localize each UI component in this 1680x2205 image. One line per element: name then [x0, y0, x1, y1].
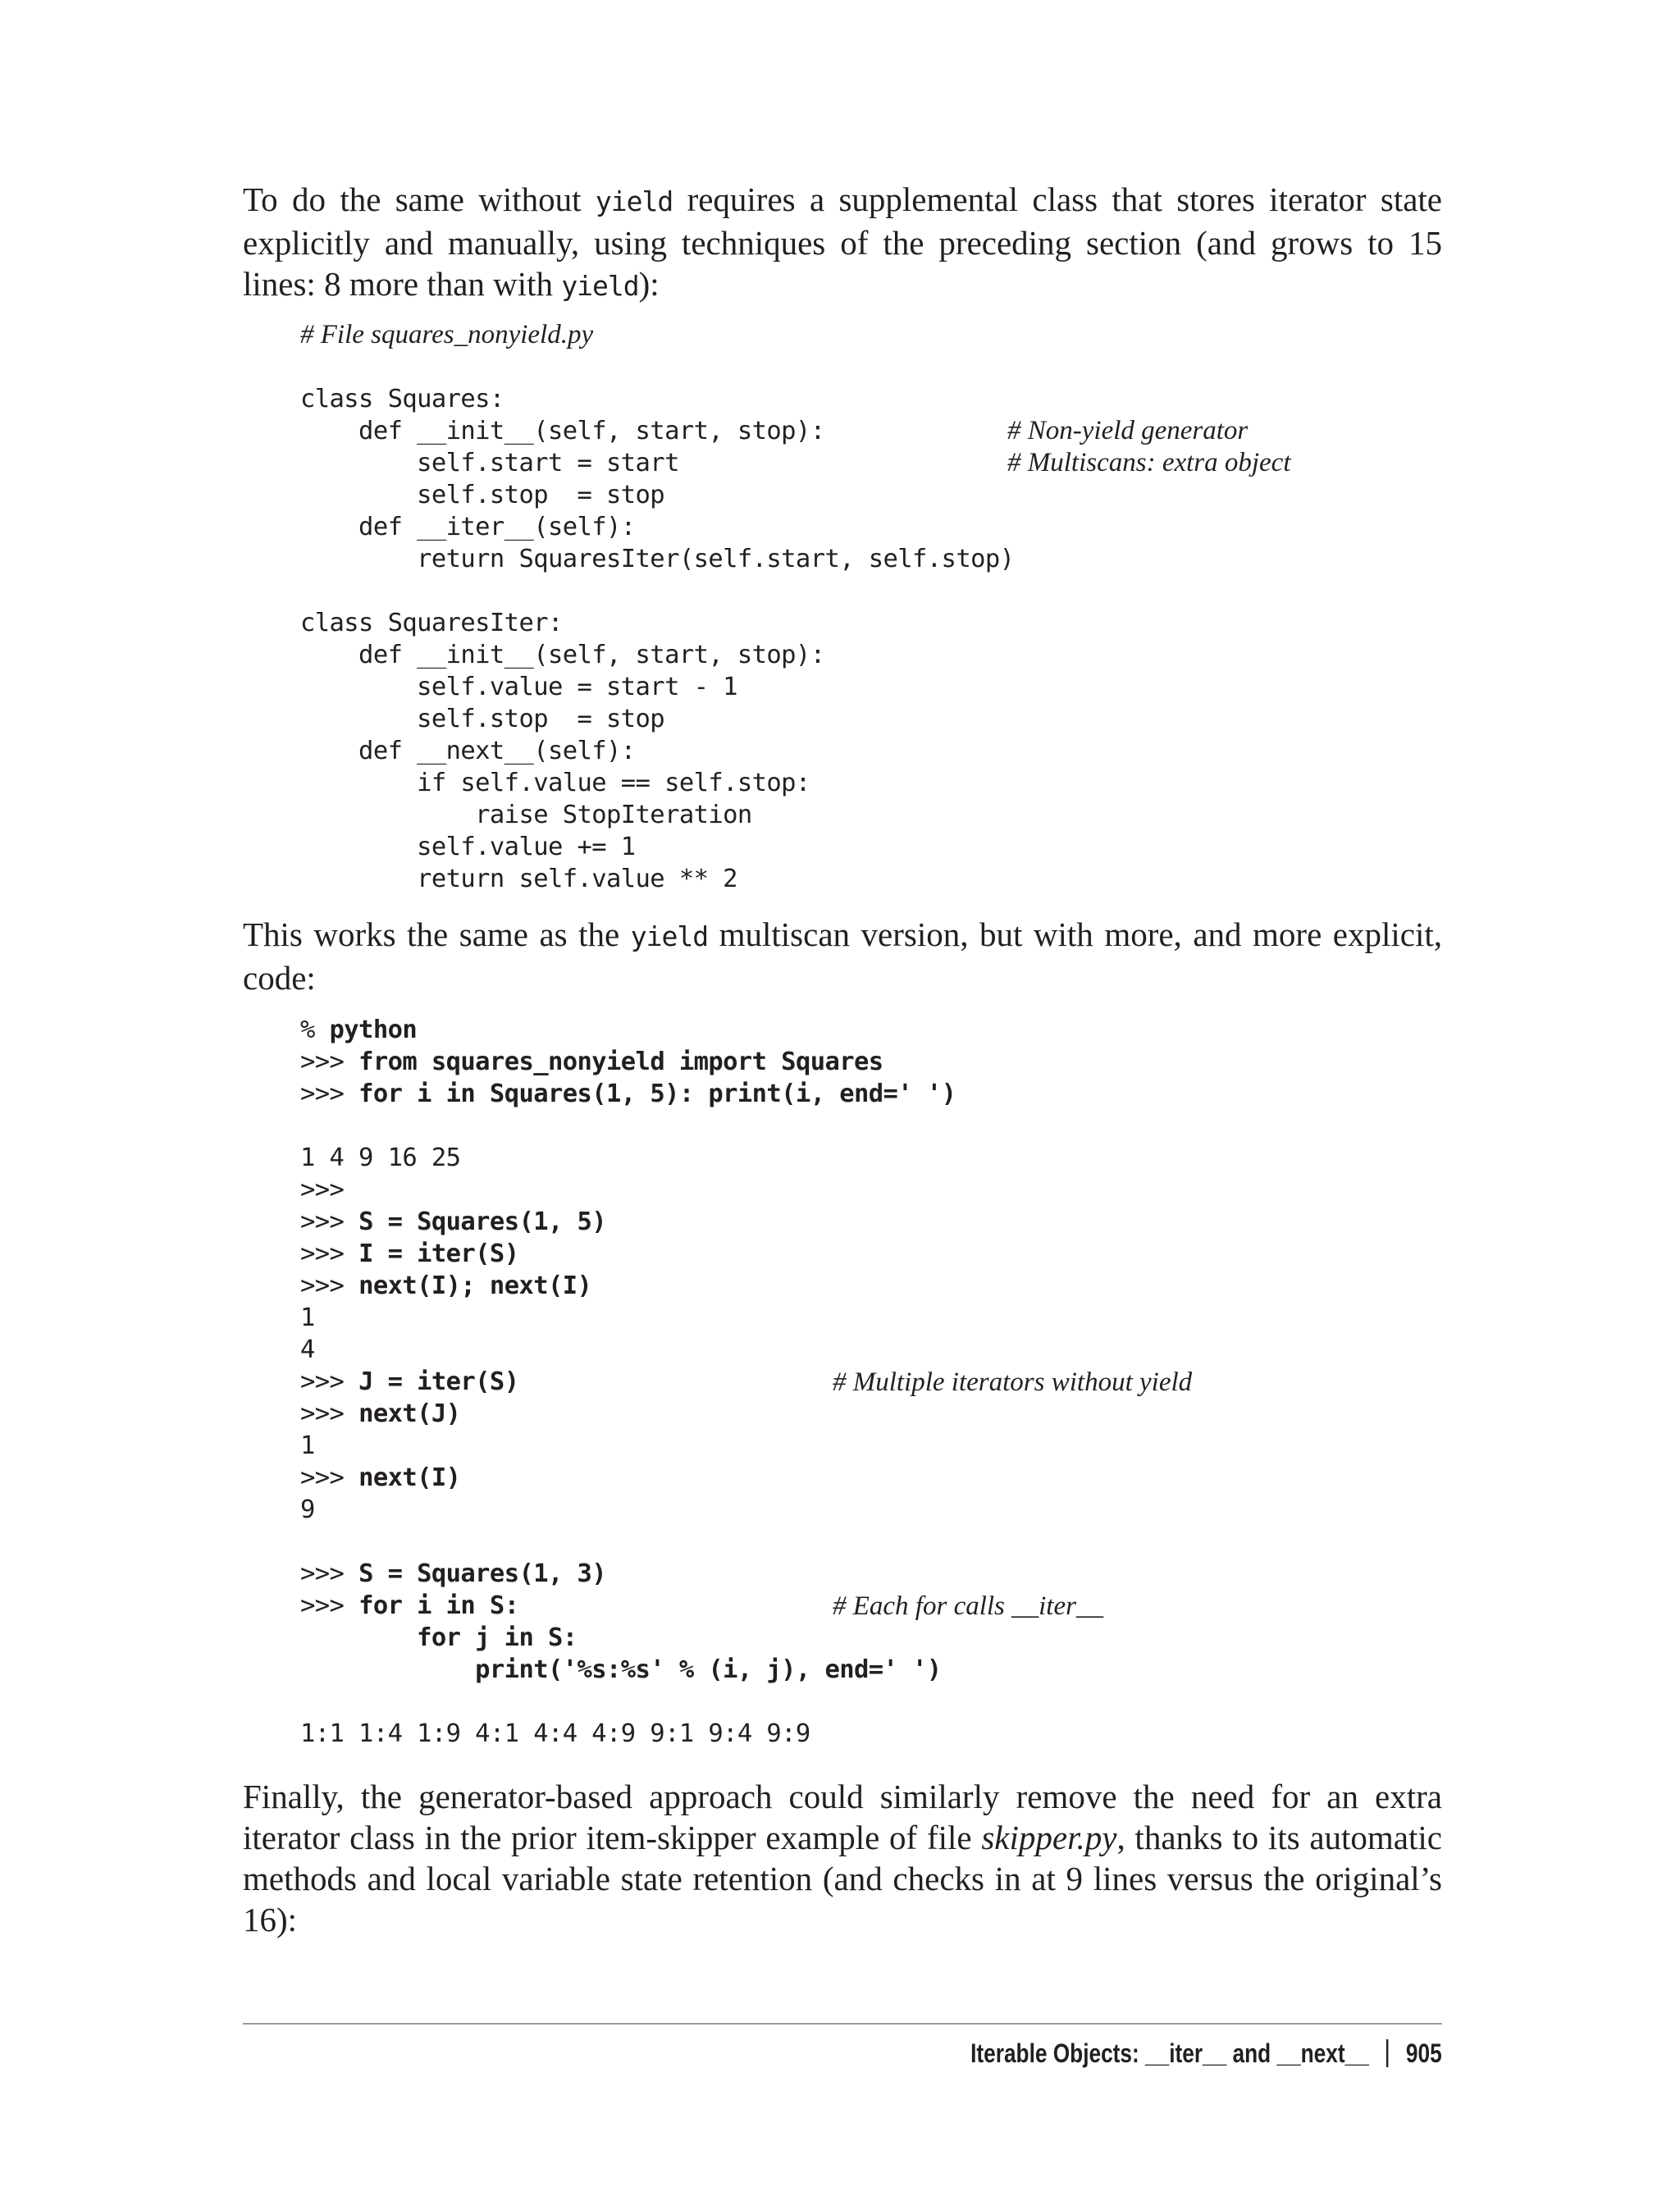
code-line: self.stop = stop [300, 705, 665, 733]
para1-text-e: ): [638, 265, 660, 303]
session-command: next(I); next(I) [358, 1271, 592, 1300]
session-command: J = iter(S) [358, 1367, 519, 1396]
para1-text-c: requires a supplemental class that stores iterator state explicitly and manually, using techniques of the preceding section (and grows to 15 lines: 8 more than with [243, 180, 1443, 303]
repl-prompt: >>> [300, 1399, 359, 1428]
code-line: def __init__(self, start, stop): [300, 641, 825, 669]
session-command: S = Squares(1, 3) [358, 1559, 607, 1588]
session-output: 1 [300, 1303, 315, 1332]
session-command: from squares_nonyield import Squares [358, 1048, 883, 1076]
code-comment-each-for: # Each for calls __iter__ [833, 1591, 1103, 1621]
inline-code-yield: yield [561, 270, 639, 302]
para3-text-a: Finally, the generator-based approach could similarly remove the need for an extra iterator class in the prior item-skipper example of file [243, 1778, 1442, 1856]
session-command: for i in S: [358, 1591, 519, 1620]
intro-paragraph [243, 179, 1442, 307]
code-comment-multiscans: # Multiscans: extra object [1007, 448, 1291, 477]
session-command: python [329, 1016, 418, 1044]
code-comment-multiple-iterators: # Multiple iterators without yield [833, 1367, 1193, 1397]
code-listing-squares-nonyield [300, 319, 1014, 895]
code-line: self.stop = stop [300, 481, 665, 509]
code-line: self.value = start - 1 [300, 673, 737, 701]
repl-prompt: >>> [300, 1367, 359, 1396]
code-line: self.value += 1 [300, 833, 636, 861]
filename-skipper: skipper.py [981, 1819, 1117, 1856]
para2-text-a: This works the same as the [243, 915, 631, 953]
code-line: if self.value == self.stop: [300, 769, 810, 797]
inline-code-yield: yield [595, 185, 673, 217]
footer-rule [243, 2023, 1442, 2025]
session-output: 9 [300, 1495, 315, 1524]
footer-separator [1386, 2039, 1388, 2067]
finally-paragraph [243, 1776, 1442, 1940]
session-command: I = iter(S) [358, 1239, 519, 1268]
code-line: return SquaresIter(self.start, self.stop) [300, 545, 1015, 573]
shell-prompt: % [300, 1016, 330, 1044]
works-same-paragraph [243, 914, 1442, 998]
session-output: 1:1 1:4 1:9 4:1 4:4 4:9 9:1 9:4 9:9 [300, 1719, 810, 1748]
code-line: class SquaresIter: [300, 609, 563, 637]
session-output: 4 [300, 1335, 315, 1364]
code-line: def __iter__(self): [300, 513, 636, 541]
repl-prompt: >>> [300, 1208, 359, 1236]
code-line: def __init__(self, start, stop): [300, 417, 825, 445]
inline-code-yield: yield [630, 920, 709, 952]
running-footer [970, 2033, 1442, 2074]
code-line: self.start = start [300, 449, 679, 477]
repl-prompt: >>> [300, 1463, 359, 1492]
repl-prompt: >>> [300, 1048, 359, 1076]
session-command: next(J) [358, 1399, 461, 1428]
para3-text-c: , thanks to its automatic methods and local variable state retention (and checks in at 9 lines versus the original’s 16): [243, 1819, 1442, 1938]
session-command: for j in S: [300, 1623, 578, 1652]
repl-prompt: >>> [300, 1591, 359, 1620]
para1-text-a: To do the same without [243, 180, 596, 218]
session-command: next(I) [358, 1463, 461, 1492]
code-line: class Squares: [300, 385, 504, 413]
running-footer-title: Iterable Objects: __iter__ and __next__ [970, 2038, 1370, 2068]
session-output: 1 [300, 1431, 315, 1460]
session-command: S = Squares(1, 5) [358, 1208, 607, 1236]
repl-prompt: >>> [300, 1080, 359, 1108]
session-command: print('%s:%s' % (i, j), end=' ') [300, 1655, 942, 1684]
code-line: raise StopIteration [300, 801, 752, 829]
para2-text-c: multiscan version, but with more, and more explicit, code: [243, 915, 1442, 997]
code-line: return self.value ** 2 [300, 865, 737, 893]
code-comment-non-yield: # Non-yield generator [1007, 416, 1249, 445]
repl-prompt: >>> [300, 1271, 359, 1300]
session-output: 1 4 9 16 25 [300, 1144, 461, 1172]
page-number: 905 [1406, 2038, 1442, 2068]
code-line: def __next__(self): [300, 737, 636, 765]
code-file-comment: # File squares_nonyield.py [300, 320, 594, 349]
repl-prompt: >>> [300, 1239, 359, 1268]
repl-prompt: >>> [300, 1176, 345, 1204]
session-command: for i in Squares(1, 5): print(i, end=' ') [358, 1080, 956, 1108]
repl-prompt: >>> [300, 1559, 359, 1588]
